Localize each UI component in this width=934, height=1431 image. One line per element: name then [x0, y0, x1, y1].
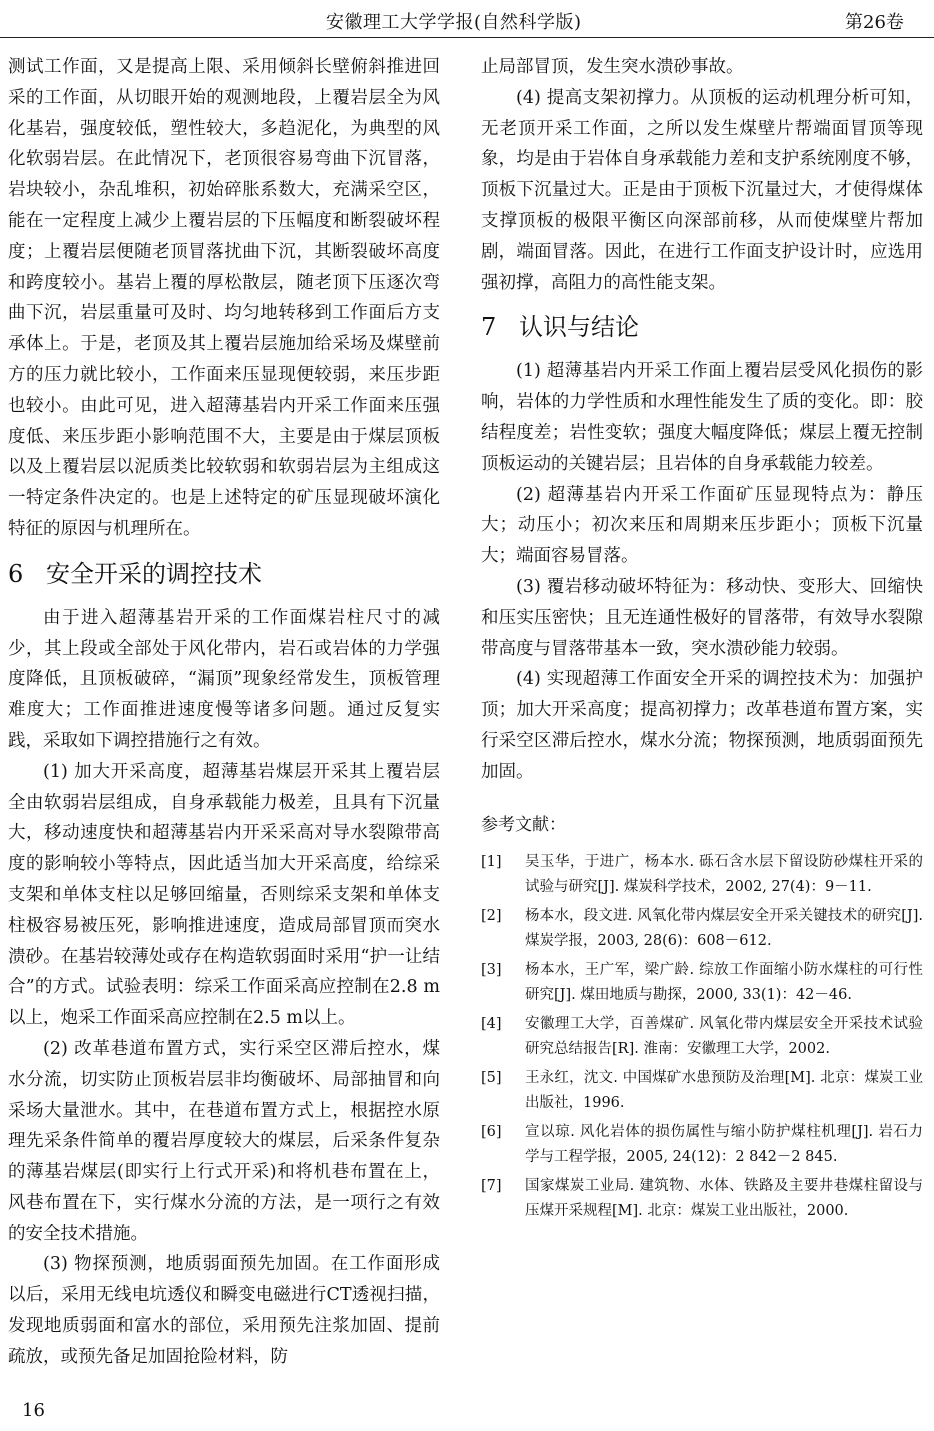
reference-item	[481, 958, 923, 1008]
reference-text: 杨本水，段文进. 风氧化带内煤层安全开采关键技术的研究[J]. 煤炭学报，2003, 28(6)：608－612.	[525, 907, 923, 949]
conclusion-item: (2) 超薄基岩内开采工作面矿压显现特点为：静压大；动压小；初次来压和周期来压步距小；顶板下沉量大；端面容易冒落。	[481, 484, 923, 567]
section-title: 认识与结论	[519, 313, 639, 342]
reference-text: 杨本水，王广军，梁广龄. 综放工作面缩小防水煤柱的可行性研究[J]. 煤田地质与勘探，2000, 33(1)：42－46.	[525, 961, 923, 1003]
reference-number: [7]	[481, 1177, 502, 1194]
section-6-heading	[8, 557, 440, 591]
section-7-heading	[481, 310, 923, 344]
conclusion-item: (3) 覆岩移动破坏特征为：移动快、变形大、回缩快和压实压密快；且无连通性极好的冒落带，有效导水裂隙带高度与冒落带基本一致，突水溃砂能力较弱。	[481, 576, 923, 659]
page-header	[0, 0, 934, 38]
references-title: 参考文献：	[481, 814, 566, 835]
journal-title: 安徽理工大学学报(自然科学版)	[326, 12, 582, 33]
reference-number: [3]	[481, 961, 502, 978]
reference-text: 宣以琼. 风化岩体的损伤属性与缩小防护煤柱机理[J]. 岩石力学与工程学报，2005, 24(12)：2 842－2 845.	[525, 1123, 923, 1165]
paragraph: (4) 提高支架初撑力。从顶板的运动机理分析可知，无老顶开采工作面，之所以发生煤壁片帮端面冒顶等现象，均是由于岩体自身承载能力差和支护系统刚度不够，顶板下沉量过大。正是由于顶板下沉量过大，才使得煤体支撑顶板的极限平衡区向深部前移，从而使煤壁片帮加剧，端面冒落。因此，在进行工作面支护设计时，应选用强初撑，高阻力的高性能支架。	[481, 87, 923, 293]
paragraph: (1) 加大开采高度，超薄基岩煤层开采其上覆岩层全由软弱岩层组成，自身承载能力极差，且具有下沉量大，移动速度快和超薄基岩内开采采高对导水裂隙带高度的影响较小等特点，因此适当加大开采高度，给综采支架和单体支柱以足够回缩量，否则综采支架和单体支柱极容易被压死，影响推进速度，造成局部冒顶而突水溃砂。在基岩较薄处或存在构造软弱面时采用“护一让结合”的方式。试验表明：综采工作面采高应控制在2.8 m以上，炮采工作面采高应控制在2.5 m以上。	[8, 761, 440, 1029]
conclusion-item: (4) 实现超薄工作面安全开采的调控技术为：加强护顶；加大开采高度；提高初撑力；改革巷道布置方案，实行采空区滞后控水，煤水分流；物探预测，地质弱面预先加固。	[481, 669, 923, 782]
reference-text: 吴玉华，于进广，杨本水. 砾石含水层下留设防砂煤柱开采的试验与研究[J]. 煤炭科学技术，2002, 27(4)：9－11.	[525, 853, 923, 895]
reference-item	[481, 1174, 923, 1224]
conclusion-item: (1) 超薄基岩内开采工作面上覆岩层受风化损伤的影响，岩体的力学性质和水理性能发生了质的变化。即：胶结程度差；岩性变软；强度大幅度降低；煤层上覆无控制顶板运动的关键岩层；且岩体的自身承载能力较差。	[481, 361, 923, 474]
reference-item	[481, 1120, 923, 1170]
section-number: 7	[481, 313, 497, 342]
section-number: 6	[8, 559, 24, 588]
reference-text: 安徽理工大学，百善煤矿. 风氧化带内煤层安全开采技术试验研究总结报告[R]. 淮南：安徽理工大学，2002.	[525, 1015, 923, 1057]
section-title: 安全开采的调控技术	[46, 559, 262, 588]
reference-item	[481, 850, 923, 900]
reference-item	[481, 1066, 923, 1116]
reference-text: 王永红，沈文. 中国煤矿水患预防及治理[M]. 北京：煤炭工业出版社，1996.	[525, 1069, 923, 1111]
references-list	[481, 850, 923, 1224]
right-column	[481, 52, 923, 1228]
reference-number: [1]	[481, 853, 502, 870]
paragraph: (3) 物探预测，地质弱面预先加固。在工作面形成以后，采用无线电坑透仪和瞬变电磁进行CT透视扫描，发现地质弱面和富水的部位，采用预先注浆加固、提前疏放，或预先备足加固抢险材料，防	[8, 1254, 440, 1367]
reference-number: [2]	[481, 907, 502, 924]
reference-number: [5]	[481, 1069, 502, 1086]
reference-number: [6]	[481, 1123, 502, 1140]
paragraph-continuation: 止局部冒顶，发生突水溃砂事故。	[481, 57, 744, 77]
volume-number: 第26卷	[845, 12, 904, 33]
paragraph: 由于进入超薄基岩开采的工作面煤岩柱尺寸的减少，其上段或全部处于风化带内，岩石或岩体的力学强度降低，且顶板破碎，“漏顶”现象经常发生，顶板管理难度大；工作面推进速度慢等诸多问题。通过反复实践，采取如下调控措施行之有效。	[8, 607, 440, 751]
reference-item	[481, 904, 923, 954]
header-rule	[0, 37, 934, 38]
reference-text: 国家煤炭工业局. 建筑物、水体、铁路及主要井巷煤柱留设与压煤开采规程[M]. 北京：煤炭工业出版社，2000.	[525, 1177, 923, 1219]
paragraph: (2) 改革巷道布置方式，实行采空区滞后控水，煤水分流，切实防止顶板岩层非均衡破坏、局部抽冒和向采场大量泄水。其中，在巷道布置方式上，根据控水原理先采条件简单的覆岩厚度较大的煤层，后采条件复杂的薄基岩煤层(即实行上行式开采)和将机巷布置在上，风巷布置在下，实行煤水分流的方法，是一项行之有效的安全技术措施。	[8, 1038, 440, 1244]
reference-item	[481, 1012, 923, 1062]
reference-number: [4]	[481, 1015, 502, 1032]
page-number: 16	[22, 1400, 45, 1421]
paragraph-continuation: 测试工作面，又是提高上限、采用倾斜长壁俯斜推进回采的工作面，从切眼开始的观测地段，上覆岩层全为风化基岩，强度较低，塑性较大，多趋泥化，为典型的风化软弱岩层。在此情况下，老顶很容易弯曲下沉冒落，岩块较小，杂乱堆积，初始碎胀系数大，充满采空区，能在一定程度上减少上覆岩层的下压幅度和断裂破坏程度；上覆岩层便随老顶冒落扰曲下沉，其断裂破坏高度和跨度较小。基岩上覆的厚松散层，随老顶下压逐次弯曲下沉，岩层重量可及时、均匀地转移到工作面后方支承体上。于是，老顶及其上覆岩层施加给采场及煤壁前方的压力就比较小，工作面来压显现便较弱，来压步距也较小。由此可见，进入超薄基岩内开采工作面来压强度低、来压步距小影响范围不大，主要是由于煤层顶板以及上覆岩层以泥质类比较软弱和软弱岩层为主组成这一特定条件决定的。也是上述特定的矿压显现破坏演化特征的原因与机理所在。	[8, 57, 440, 539]
left-column	[8, 52, 440, 1373]
